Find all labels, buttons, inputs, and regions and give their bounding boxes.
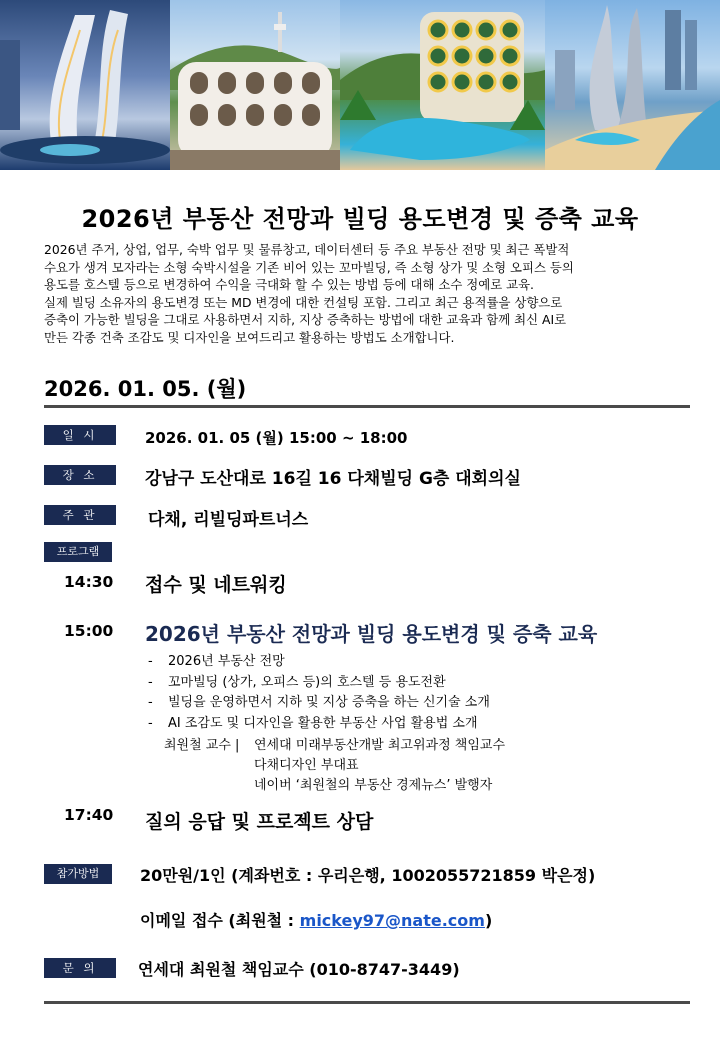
program-label: 프로그램 bbox=[44, 542, 112, 562]
intro-line: 증축이 가능한 빌딩을 그대로 사용하면서 지하, 지상 증축하는 방법에 대한 교육과 함께 최신 AI로 bbox=[44, 312, 567, 328]
list-item: - 빌딩을 운영하면서 지하 및 지상 증축을 하는 신기술 소개 bbox=[148, 695, 490, 710]
program-event-main: 2026년 부동산 전망과 빌딩 용도변경 및 증축 교육 bbox=[145, 622, 598, 646]
list-item: - AI 조감도 및 디자인을 활용한 부동산 사업 활용법 소개 bbox=[148, 715, 478, 731]
instructor-title: 연세대 미래부동산개발 최고위과정 책임교수 bbox=[254, 738, 505, 753]
schedule-value: 2026. 01. 05 (월) 15:00 ~ 18:00 bbox=[145, 429, 408, 447]
program-event: 접수 및 네트워킹 bbox=[145, 574, 287, 596]
instructor-name: 최원철 교수 | bbox=[164, 738, 240, 753]
email-registration: 이메일 접수 (최원철 : mickey97@nate.com) bbox=[140, 911, 493, 930]
futuristic-twisted-towers-image bbox=[0, 0, 170, 170]
email-link[interactable]: mickey97@nate.com bbox=[299, 911, 485, 930]
venue-label: 장 소 bbox=[44, 465, 116, 485]
list-item: - 2026년 부동산 전망 bbox=[148, 654, 285, 669]
intro-line: 실제 빌딩 소유자의 용도변경 또는 MD 변경에 대한 컨설팅 포함. 그리고 최근 용적률을 상향으로 bbox=[44, 294, 563, 310]
participation-label: 참가방법 bbox=[44, 864, 112, 884]
venue-value: 강남구 도산대로 16길 16 다채빌딩 G층 대회의실 bbox=[145, 469, 521, 489]
program-time: 14:30 bbox=[64, 573, 114, 591]
contact-value: 연세대 최원철 책임교수 (010-8747-3449) bbox=[138, 960, 460, 979]
program-time: 17:40 bbox=[64, 806, 114, 824]
host-label: 주 관 bbox=[44, 505, 116, 525]
participation-fee: 20만원/1인 (계좌번호 : 우리은행, 1002055721859 박은정) bbox=[140, 866, 596, 885]
date-heading: 2026. 01. 05. (월) bbox=[44, 377, 247, 401]
curved-tower-beach-image bbox=[545, 0, 720, 170]
arched-building-n-seoul-tower-image bbox=[170, 0, 340, 170]
circular-window-building-pool-image bbox=[340, 0, 545, 170]
instructor-title: 다채디자인 부대표 bbox=[254, 758, 359, 773]
intro-line: 2026년 주거, 상업, 업무, 숙박 업무 및 물류창고, 데이터센터 등 주요 부동산 전망 및 최근 폭발적 bbox=[44, 242, 570, 257]
program-event: 질의 응답 및 프로젝트 상담 bbox=[145, 811, 374, 833]
contact-label: 문 의 bbox=[44, 958, 116, 978]
instructor-title: 네이버 ‘최원철의 부동산 경제뉴스’ 발행자 bbox=[254, 778, 493, 793]
intro-paragraph bbox=[44, 241, 684, 347]
schedule-label: 일 시 bbox=[44, 425, 116, 445]
intro-line: 용도를 호스텔 등으로 변경하여 수익을 극대화 할 수 있는 방법 등에 대해 소수 정예로 교육. bbox=[44, 277, 534, 293]
program-bullet-list bbox=[148, 652, 490, 734]
banner bbox=[0, 0, 720, 170]
divider bbox=[44, 1001, 690, 1004]
host-value: 다채, 리빌딩파트너스 bbox=[148, 510, 309, 530]
intro-line: 만든 각종 건축 조감도 및 디자인을 보여드리고 활용하는 방법도 소개합니다. bbox=[44, 329, 455, 345]
intro-line: 수요가 생겨 모자라는 소형 숙박시설을 기존 비어 있는 꼬마빌딩, 즉 소형 상가 및 소형 오피스 등의 bbox=[44, 259, 574, 275]
list-item: - 꼬마빌딩 (상가, 오피스 등)의 호스텔 등 용도전환 bbox=[148, 674, 446, 690]
program-time: 15:00 bbox=[64, 622, 114, 640]
divider bbox=[44, 405, 690, 408]
page-title: 2026년 부동산 전망과 빌딩 용도변경 및 증축 교육 bbox=[81, 205, 639, 233]
